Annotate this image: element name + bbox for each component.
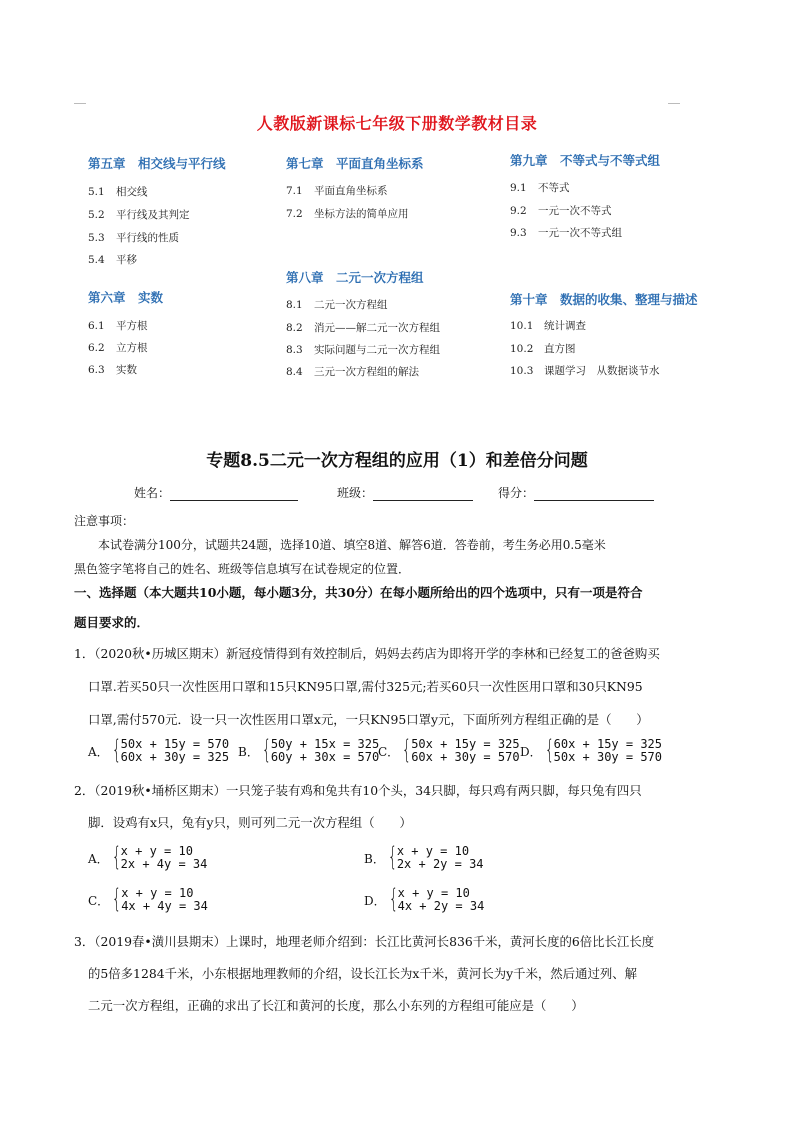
section-title: 消元——解二元一次方程组 (314, 322, 440, 334)
section-title: 三元一次方程组的解法 (314, 366, 419, 378)
section-number: 7.2 (286, 208, 303, 220)
toc-section (88, 340, 148, 355)
option-b[interactable] (364, 842, 484, 872)
score-blank[interactable] (534, 486, 654, 501)
chapter-title: 第十章 数据的收集、整理与描述 (510, 292, 698, 307)
option-label: B． (364, 851, 385, 866)
section-number: 8.1 (286, 299, 303, 311)
equation: 50x + 15y = 570 (120, 737, 230, 751)
brace-glyph: { (402, 735, 412, 765)
brace-glyph: { (387, 842, 397, 872)
question-text: 口罩.若买50只一次性医用口罩和15只KN95口罩,需付325元;若买60只一次性医用口罩和30只KN95 (88, 679, 643, 694)
section-title: 不等式 (538, 182, 570, 194)
chapter-title: 第五章 相交线与平行线 (88, 156, 226, 171)
option-label: C． (378, 744, 400, 759)
toc-section (510, 341, 576, 356)
brace-glyph: { (111, 842, 121, 872)
toc-section (88, 230, 179, 245)
toc-section (286, 297, 388, 312)
equation: 2x + 2y = 34 (396, 857, 484, 871)
score-label: 得分： (498, 486, 535, 500)
section-number: 9.1 (510, 182, 527, 194)
section-title: 平行线的性质 (116, 232, 179, 244)
toc-section (88, 252, 137, 267)
section-title: 平移 (116, 254, 137, 266)
toc-section (286, 364, 419, 379)
notice-title: 注意事项： (74, 514, 135, 528)
section-title: 统计调查 (544, 320, 586, 332)
option-d[interactable] (364, 884, 485, 914)
equation-system (544, 735, 662, 765)
toc-section (88, 184, 148, 199)
brace-glyph: { (261, 735, 271, 765)
section-heading: 题目要求的． (74, 615, 150, 630)
section-title: 直方图 (544, 343, 576, 355)
chapter-title: 第七章 平面直角坐标系 (286, 156, 424, 171)
equation-system (387, 842, 484, 872)
equation: 50x + 15y = 325 (411, 737, 520, 751)
section-title: 平方根 (116, 320, 148, 332)
notice-text: 本试卷满分100分，试题共24题，选择10道、填空8道、解答6道．答卷前，考生务必用0.5毫米 (98, 538, 606, 552)
brace-glyph: { (112, 884, 122, 914)
equation-system (112, 884, 208, 914)
equation: 4x + 4y = 34 (121, 899, 208, 913)
section-number: 9.3 (510, 227, 527, 239)
crop-mark (668, 103, 680, 104)
toc-title: 人教版新课标七年级下册数学教材目录 (256, 114, 538, 133)
section-title: 二元一次方程组 (314, 299, 388, 311)
score-field[interactable] (498, 484, 654, 501)
toc-section (510, 225, 622, 240)
option-a[interactable] (88, 842, 208, 872)
section-number: 10.1 (510, 320, 534, 332)
equation: x + y = 10 (396, 844, 470, 858)
question-text: 的5倍多1284千米，小东根据地理教师的介绍，设长江长为x千米，黄河长为y千米，然后通过列、解 (88, 966, 638, 981)
option-label: D． (520, 744, 542, 759)
equation-system (261, 735, 380, 765)
section-title: 相交线 (116, 186, 148, 198)
toc-section (88, 207, 190, 222)
question-text: 1．（2020秋•历城区期末）新冠疫情得到有效控制后，妈妈去药店为即将开学的李林和已经复工的爸爸购买 (74, 646, 660, 661)
option-label: A． (88, 851, 109, 866)
option-c[interactable] (378, 735, 520, 765)
toc-section (510, 203, 612, 218)
toc-section (88, 362, 137, 377)
toc-section (286, 320, 440, 335)
option-label: C． (88, 893, 110, 908)
equation: x + y = 10 (120, 844, 193, 858)
class-field[interactable] (337, 484, 473, 501)
section-number: 10.3 (510, 365, 534, 377)
section-title: 平面直角坐标系 (314, 185, 388, 197)
section-number: 5.2 (88, 209, 105, 221)
chapter-title: 第九章 不等式与不等式组 (510, 153, 661, 168)
equation: 50y + 15x = 325 (270, 737, 380, 751)
equation: 60y + 30x = 570 (270, 750, 380, 764)
section-number: 10.2 (510, 343, 534, 355)
section-number: 7.1 (286, 185, 303, 197)
question-text: 二元一次方程组，正确的求出了长江和黄河的长度，那么小东列的方程组可能应是（ ） (88, 998, 584, 1013)
section-title: 一元一次不等式组 (538, 227, 622, 239)
brace-glyph: { (544, 735, 554, 765)
section-number: 6.3 (88, 364, 105, 376)
toc-section (286, 342, 440, 357)
equation: 60x + 15y = 325 (553, 737, 662, 751)
section-number: 8.4 (286, 366, 303, 378)
equation: x + y = 10 (397, 886, 470, 900)
equation: 60x + 30y = 570 (411, 750, 520, 764)
section-number: 5.1 (88, 186, 105, 198)
option-label: A． (88, 744, 109, 759)
option-c[interactable] (88, 884, 208, 914)
section-heading: 一、选择题（本大题共10小题，每小题3分，共30分）在每小题所给出的四个选项中，只有一项是符合 (74, 585, 643, 600)
doc-title: 专题8.5二元一次方程组的应用（1）和差倍分问题 (206, 451, 588, 471)
equation: x + y = 10 (121, 886, 194, 900)
section-number: 8.3 (286, 344, 303, 356)
section-number: 9.2 (510, 205, 527, 217)
option-label: B． (238, 744, 259, 759)
toc-section (510, 180, 570, 195)
toc-section (286, 206, 409, 221)
name-label: 姓名： (134, 486, 171, 500)
name-field[interactable] (134, 484, 298, 501)
section-title: 实数 (116, 364, 137, 376)
toc-section (286, 183, 388, 198)
brace-glyph: { (388, 884, 398, 914)
section-title: 立方根 (116, 342, 148, 354)
equation: 2x + 4y = 34 (120, 857, 208, 871)
section-number: 6.2 (88, 342, 105, 354)
toc-section (510, 318, 586, 333)
chapter-title: 第八章 二元一次方程组 (286, 270, 424, 285)
option-label: D． (364, 893, 386, 908)
section-title: 实际问题与二元一次方程组 (314, 344, 440, 356)
question-text: 2．（2019秋•埇桥区期末）一只笼子装有鸡和兔共有10个头，34只脚，每只鸡有两只脚，每只兔有四只 (74, 783, 642, 798)
class-blank[interactable] (373, 486, 473, 501)
equation-system (402, 735, 520, 765)
equation: 4x + 2y = 34 (397, 899, 485, 913)
name-blank[interactable] (170, 486, 298, 501)
section-title: 课题学习 从数据谈节水 (544, 365, 660, 377)
option-d[interactable] (520, 735, 662, 765)
option-b[interactable] (238, 735, 380, 765)
section-title: 一元一次不等式 (538, 205, 612, 217)
section-number: 8.2 (286, 322, 303, 334)
crop-mark (74, 103, 86, 104)
chapter-title: 第六章 实数 (88, 290, 164, 305)
class-label: 班级： (337, 486, 374, 500)
equation: 60x + 30y = 325 (120, 750, 230, 764)
equation-system (111, 842, 208, 872)
option-a[interactable] (88, 735, 230, 765)
equation: 50x + 30y = 570 (553, 750, 662, 764)
equation-system (388, 884, 485, 914)
question-text: 脚．设鸡有x只，兔有y只，则可列二元一次方程组（ ） (88, 815, 412, 830)
section-number: 5.4 (88, 254, 105, 266)
question-text: 口罩,需付570元．设一只一次性医用口罩x元，一只KN95口罩y元，下面所列方程组正确的是（ ） (88, 712, 649, 727)
equation-system (111, 735, 230, 765)
section-number: 5.3 (88, 232, 105, 244)
section-title: 平行线及其判定 (116, 209, 190, 221)
section-number: 6.1 (88, 320, 105, 332)
question-text: 3．（2019春•潢川县期末）上课时，地理老师介绍到：长江比黄河长836千米，黄河长度的6倍比长江长度 (74, 934, 655, 949)
brace-glyph: { (111, 735, 121, 765)
section-title: 坐标方法的简单应用 (314, 208, 409, 220)
toc-section (510, 363, 660, 378)
notice-text: 黑色签字笔将自己的姓名、班级等信息填写在试卷规定的位置． (74, 562, 411, 576)
toc-section (88, 318, 148, 333)
